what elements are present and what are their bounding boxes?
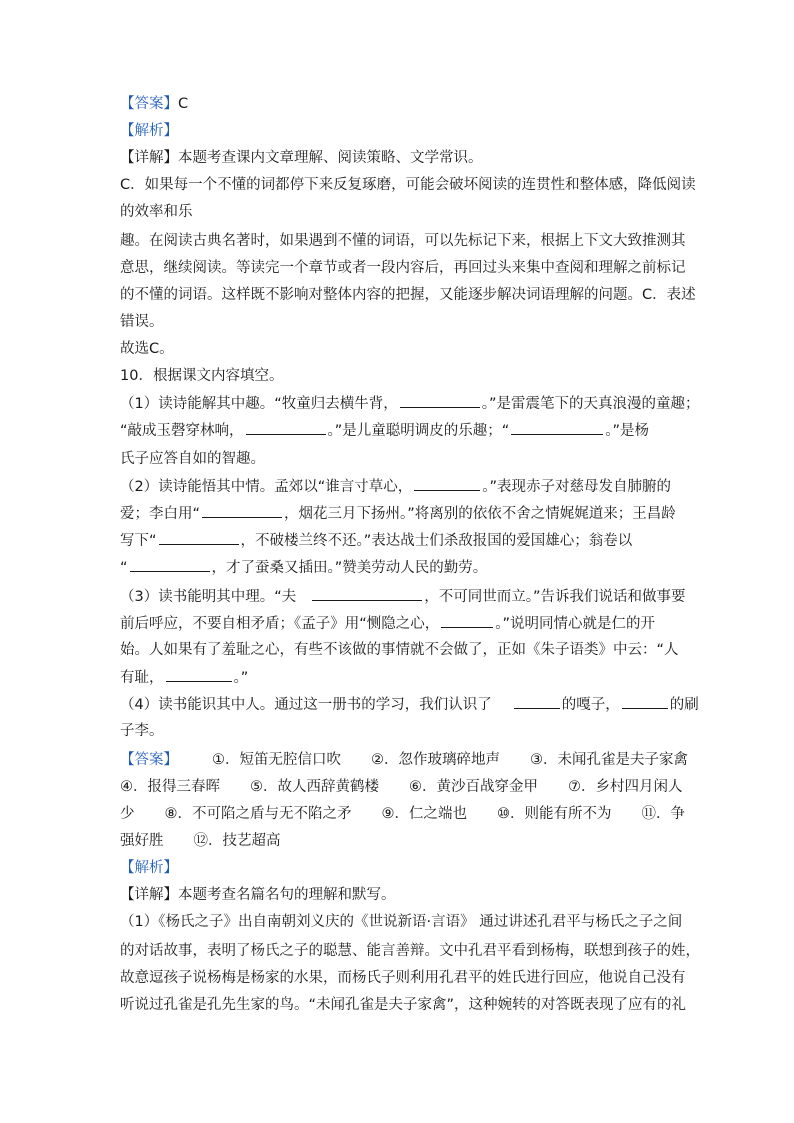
- q10-explain-line: 的对话故事，表明了杨氏之子的聪慧、能言善辩。文中孔君平看到杨梅，联想到孩子的姓，: [120, 943, 700, 959]
- q10-explain-line: 听说过孔雀是孔先生家的鸟。“未闻孔雀是夫子家禽”，这种婉转的对答既表现了应有的礼: [120, 997, 687, 1013]
- answer-number: ①．: [212, 752, 240, 768]
- q9-explain-line: 的效率和乐: [120, 204, 193, 220]
- q10-answer-line: [120, 804, 685, 824]
- text-run: 爱；李白用“: [120, 506, 201, 522]
- text-run: 有耻，: [120, 670, 164, 686]
- answer-label: 【答案】: [120, 96, 178, 112]
- q10-p2-line: [120, 557, 487, 578]
- fill-blank: [202, 503, 282, 518]
- answer-text: 技艺超高: [222, 833, 281, 849]
- text-run: ，不可同世而立。”告诉我们说话和做事要: [424, 589, 686, 605]
- q9-explain-line: 错误。: [120, 314, 164, 330]
- q10-p1-line: [120, 393, 700, 414]
- answer-text: 故人西辞黄鹤楼: [277, 779, 379, 795]
- text-run: （4）读书能识其中人。通过这一册书的学习，我们认识了: [120, 697, 492, 713]
- fill-blank: [246, 420, 326, 435]
- text-run: 前后呼应，不要自相矛盾；《孟子》用“恻隐之心，: [120, 616, 440, 632]
- q10-explain-line: （1）《杨氏之子》出自南朝刘义庆的《世说新语·言语》 通过讲述孔君平与杨氏之子之间: [120, 914, 683, 930]
- fill-blank: [159, 530, 239, 545]
- text-run: 。”是雷震笔下的天真浪漫的童趣；: [481, 396, 700, 412]
- answer-text: 不可陷之盾与无不陷之矛: [192, 806, 352, 822]
- q10-p3-line: 始。人如果有了羞耻之心，有些不该做的事情就不会做了，正如《朱子语类》中云：“人: [120, 642, 679, 658]
- text-run: ，烟花三月下扬州。”将离别的依依不舍之情娓娓道来；王昌龄: [284, 506, 676, 522]
- q9-explain-line: 趣。在阅读古典名著时，如果遇到不懂的词语，可以先标记下来，根据上下文大致推测其: [120, 233, 686, 249]
- text-run: 。”表现赤子对慈母发自肺腑的: [482, 479, 672, 495]
- q10-p3-line: [120, 667, 248, 688]
- q10-explain-line: 故意逗孩子说杨梅是杨家的水果，而杨氏子则利用孔君平的姓氏进行回应，他说自己没有: [120, 970, 686, 986]
- q10-p2-line: [120, 503, 676, 524]
- detail-label: 【详解】: [120, 887, 178, 903]
- q10-p4-line: 子李。: [120, 723, 164, 739]
- fill-blank: [130, 557, 210, 572]
- answer-text: 忽作玻璃碎地声: [398, 752, 500, 768]
- detail-intro: 本题考查课内文章理解、阅读策略、文学常识。: [178, 150, 483, 166]
- text-run: 。”说明同情心就是仁的开: [495, 616, 656, 632]
- answer-value: C: [178, 96, 189, 112]
- text-run: （3）读书能明其中理。“夫: [120, 589, 297, 605]
- answer-text: 黄沙百战穿金甲: [436, 779, 538, 795]
- text-run: 的刷: [669, 697, 699, 713]
- q10-p3-line: [120, 586, 686, 607]
- fill-blank: [514, 694, 560, 709]
- q9-explain-line: 故选C。: [120, 341, 174, 357]
- text-run: ，不破楼兰终不还。”表达战士们杀敌报国的爱国雄心；翁卷以: [240, 533, 633, 549]
- answer-text: 则能有所不为: [524, 806, 612, 822]
- analysis-label: 【解析】: [120, 123, 178, 139]
- fill-blank: [622, 694, 668, 709]
- q10-answer-line: [120, 831, 281, 851]
- text-run: “敲成玉磬穿林响，: [120, 423, 244, 439]
- answer-text: 未闻孔雀是夫子家禽: [557, 752, 688, 768]
- q9-explain-line: 意思，继续阅读。等读完一个章节或者一段内容后，再回过头来集中查阅和理解之前标记: [120, 260, 686, 276]
- text-run: （1）读诗能解其中趣。“牧童归去横牛背，: [120, 396, 398, 412]
- q9-detail-line: [120, 148, 483, 168]
- fill-blank: [166, 667, 232, 682]
- analysis-label: 【解析】: [120, 860, 178, 876]
- answer-text: 强好胜: [120, 833, 164, 849]
- q10-p1-line: [120, 420, 649, 441]
- answer-number: ⑩．: [497, 806, 525, 822]
- answer-text: 报得三春晖: [147, 779, 220, 795]
- q9-answer-line: [120, 94, 188, 114]
- answer-number: ⑪．: [641, 806, 671, 822]
- answer-text: 短笛无腔信口吹: [239, 752, 341, 768]
- answer-number: ⑤．: [250, 779, 278, 795]
- answer-text: 乡村四月闲人: [595, 779, 683, 795]
- q9-explain-line: 的不懂的词语。这样既不影响对整体内容的把握，又能逐步解决词语理解的问题。C．表述: [120, 287, 696, 303]
- text-run: “: [120, 560, 128, 576]
- text-run: 。”是杨: [605, 423, 650, 439]
- answer-text: 少: [120, 806, 135, 822]
- answer-text: 争: [670, 806, 685, 822]
- text-run: 写下“: [120, 533, 157, 549]
- answer-number: ⑨．: [381, 806, 409, 822]
- answer-text: 仁之端也: [409, 806, 467, 822]
- q10-p3-line: [120, 613, 655, 634]
- answer-number: ②．: [371, 752, 399, 768]
- q10-title: 10．根据课文内容填空。: [120, 368, 284, 384]
- text-run: （2）读诗能悟其中情。孟郊以“谁言寸草心，: [120, 479, 413, 495]
- text-run: ，才了蚕桑又插田。”赞美劳动人民的勤劳。: [211, 560, 488, 576]
- q9-explain-line: C．如果每一个不懂的词都停下来反复琢磨，可能会破坏阅读的连贯性和整体感，降低阅读: [120, 177, 696, 193]
- fill-blank: [441, 613, 493, 628]
- q10-answer-line: [120, 750, 688, 770]
- q10-p2-line: [120, 530, 632, 551]
- fill-blank: [511, 420, 603, 435]
- text-run: 。”: [233, 670, 249, 686]
- detail-intro: 本题考查名篇名句的理解和默写。: [178, 887, 396, 903]
- q10-p1-line: 氏子应答自如的智趣。: [120, 451, 265, 467]
- answer-number: ⑦．: [568, 779, 596, 795]
- text-run: 的嘎子，: [561, 697, 620, 713]
- answer-label: 【答案】: [120, 752, 178, 768]
- answer-number: ④．: [120, 779, 148, 795]
- q10-p2-line: [120, 476, 671, 497]
- fill-blank: [400, 393, 480, 408]
- answer-number: ⑧．: [164, 806, 192, 822]
- answer-number: ⑥．: [409, 779, 437, 795]
- q10-p4-line: [120, 694, 699, 715]
- answer-number: ③．: [530, 752, 558, 768]
- fill-blank: [312, 586, 422, 601]
- fill-blank: [414, 476, 480, 491]
- q10-answer-line: [120, 777, 683, 797]
- answer-number: ⑫．: [193, 833, 223, 849]
- detail-label: 【详解】: [120, 150, 178, 166]
- q10-detail-line: [120, 885, 396, 905]
- text-run: 。”是儿童聪明调皮的乐趣；“: [327, 423, 510, 439]
